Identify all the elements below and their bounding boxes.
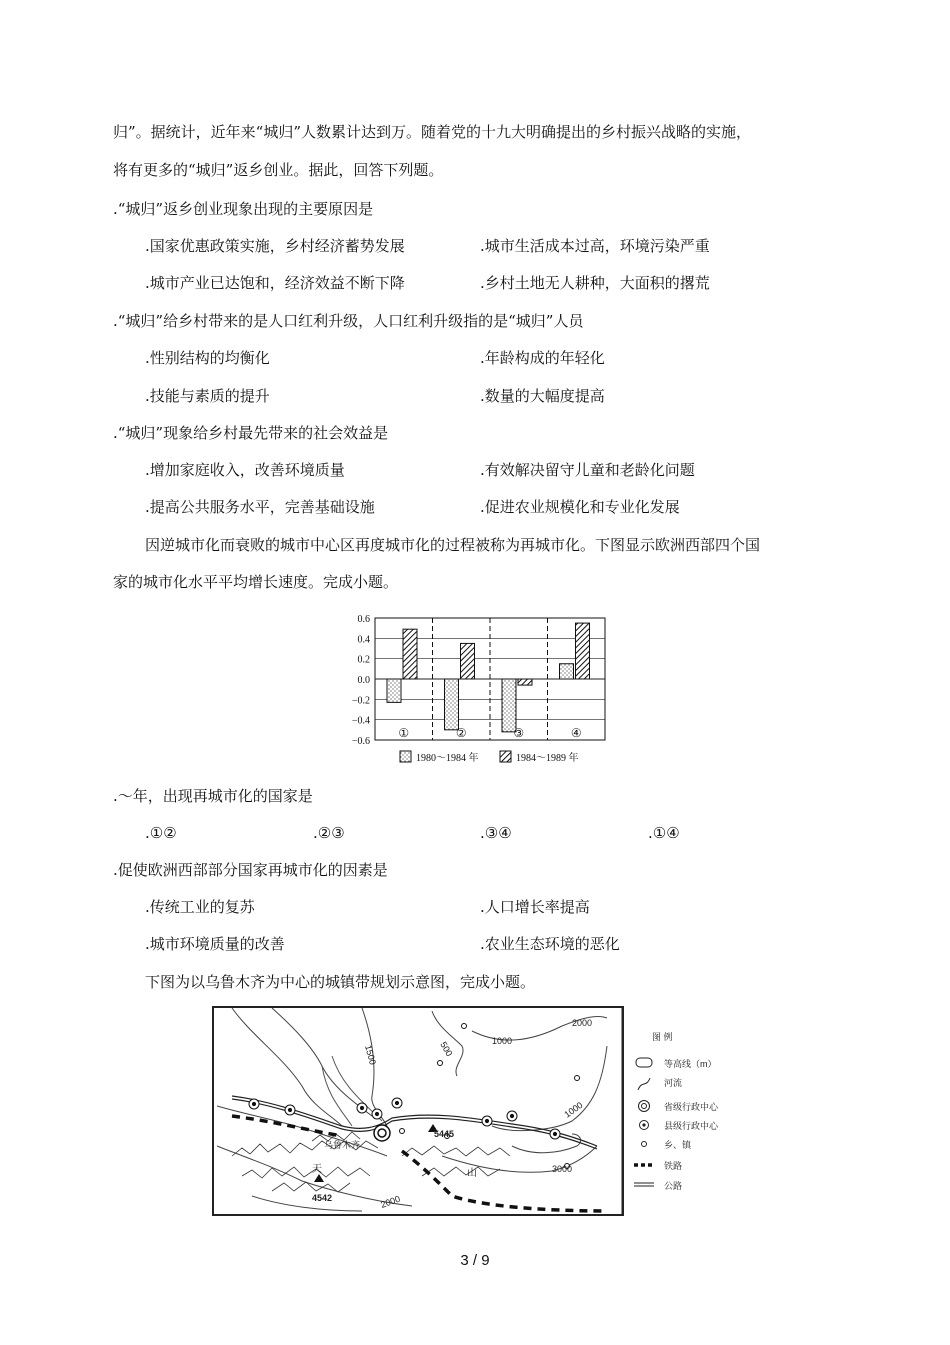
q4-option-c[interactable]: .③④ — [480, 824, 512, 842]
contour-label-2000-top: 2000 — [572, 1018, 593, 1028]
q1-option-c[interactable]: .城市产业已达饱和，经济效益不断下降 — [145, 274, 405, 292]
legend-town: 乡、镇 — [664, 1140, 692, 1150]
question-1-stem: .“城归”返乡创业现象出现的主要原因是 — [113, 200, 374, 218]
q3-option-c[interactable]: .提高公共服务水平，完善基础设施 — [145, 498, 375, 516]
q5-option-a[interactable]: .传统工业的复苏 — [145, 898, 255, 916]
chart-ytick-label: −0.6 — [351, 736, 370, 747]
legend-river-symbol — [638, 1078, 650, 1090]
q1-option-d[interactable]: .乡村土地无人耕种，大面积的撂荒 — [480, 274, 710, 292]
contour-label-3000: 3000 — [552, 1164, 573, 1174]
chart-bar — [387, 679, 401, 702]
range-label-shan: 山 — [467, 1168, 477, 1179]
chart-ytick-label: 0.2 — [357, 654, 370, 666]
chart-ytick-label: −0.4 — [351, 715, 370, 727]
chart-bar — [518, 679, 532, 685]
legend-river: 河流 — [664, 1078, 683, 1088]
question-2-stem: .“城归”给乡村带来的是人口红利升级，人口红利升级指的是“城归”人员 — [113, 312, 584, 330]
chart-bar — [445, 679, 459, 730]
question-5-stem: .促使欧洲西部部分国家再城市化的因素是 — [113, 861, 388, 879]
intro-line-1: 归”。据统计，近年来“城归”人数累计达到万。随着党的十九大明确提出的乡村振兴战略的实施， — [113, 123, 752, 141]
q5-option-b[interactable]: .人口增长率提高 — [480, 898, 590, 916]
legend-contour-symbol — [636, 1058, 652, 1067]
q2-option-b[interactable]: .年龄构成的年轻化 — [480, 349, 605, 367]
passage-3-line-1: 下图为以乌鲁木齐为中心的城镇带规划示意图，完成小题。 — [145, 973, 536, 991]
contour-label-1000-right: 1000 — [562, 1099, 585, 1120]
passage-2-line-1: 因逆城市化而衰败的城市中心区再度城市化的过程被称为再城市化。下图显示欧洲西部四个国 — [145, 536, 761, 554]
q3-option-d[interactable]: .促进农业规模化和专业化发展 — [480, 498, 680, 516]
q4-option-b[interactable]: .②③ — [313, 824, 345, 842]
chart-category-label: ③ — [513, 726, 525, 740]
page-number: 3 / 9 — [460, 1252, 490, 1269]
legend-provincial: 省级行政中心 — [664, 1102, 719, 1112]
chart-bar — [461, 643, 475, 679]
contour-label-500: 500 — [438, 1040, 455, 1059]
provincial-center — [374, 1125, 390, 1141]
q2-option-d[interactable]: .数量的大幅度提高 — [480, 387, 605, 405]
chart-legend-swatch — [400, 751, 411, 762]
q5-option-c[interactable]: .城市环境质量的改善 — [145, 935, 285, 953]
passage-2-line-2: 家的城市化水平平均增长速度。完成小题。 — [113, 573, 399, 591]
chart-bar — [502, 679, 516, 732]
legend-contour: 等高线（m） — [664, 1059, 717, 1069]
chart-category-label: ② — [455, 726, 467, 740]
contour-label-1000-top: 1000 — [492, 1036, 513, 1046]
q2-option-c[interactable]: .技能与素质的提升 — [145, 387, 270, 405]
q4-option-d[interactable]: .①④ — [648, 824, 680, 842]
q5-option-d[interactable]: .农业生态环境的恶化 — [480, 935, 620, 953]
legend-title: 图 例 — [652, 1032, 673, 1042]
peak-label-4542: 4542 — [312, 1193, 333, 1203]
chart-bar — [403, 629, 417, 679]
chart-category-label: ① — [398, 726, 410, 740]
q1-option-b[interactable]: .城市生活成本过高，环境污染严重 — [480, 237, 710, 255]
contour-label-2000-bottom: 2000 — [379, 1193, 402, 1210]
q2-option-a[interactable]: .性别结构的均衡化 — [145, 349, 270, 367]
q1-option-a[interactable]: .国家优惠政策实施，乡村经济蓄势发展 — [145, 237, 405, 255]
peak-label-5445: 5445 — [434, 1129, 455, 1139]
q4-option-a[interactable]: .①② — [145, 824, 177, 842]
chart-category-label: ④ — [570, 726, 582, 740]
q3-option-a[interactable]: .增加家庭收入，改善环境质量 — [145, 461, 345, 479]
chart-bar — [576, 623, 590, 679]
chart-bar — [560, 664, 574, 679]
chart-legend-label: 1980～1984 年 — [416, 753, 479, 764]
question-3-stem: .“城归”现象给乡村最先带来的社会效益是 — [113, 424, 389, 442]
chart-ytick-label: 0.0 — [357, 675, 370, 686]
chart-ytick-label: 0.4 — [357, 634, 370, 646]
legend-highway: 公路 — [664, 1181, 683, 1191]
q3-option-b[interactable]: .有效解决留守儿童和老龄化问题 — [480, 461, 695, 479]
range-label-tian: 天 — [312, 1164, 322, 1175]
urbanization-growth-chart — [330, 610, 620, 770]
city-label-urumqi: 乌鲁木齐 — [324, 1140, 361, 1150]
chart-legend-swatch — [500, 751, 511, 762]
question-4-stem: .～年，出现再城市化的国家是 — [113, 787, 313, 805]
map-legend-panel — [624, 1030, 734, 1215]
chart-ytick-label: 0.6 — [357, 614, 370, 625]
contour-label-1500: 1500 — [363, 1043, 378, 1066]
chart-legend-label: 1984～1989 年 — [516, 753, 579, 764]
legend-county: 县级行政中心 — [664, 1121, 719, 1131]
legend-railway: 铁路 — [664, 1161, 683, 1171]
urumqi-town-belt-map — [212, 1006, 624, 1216]
intro-line-2: 将有更多的“城归”返乡创业。据此，回答下列题。 — [113, 161, 444, 179]
chart-ytick-label: −0.2 — [351, 695, 370, 707]
